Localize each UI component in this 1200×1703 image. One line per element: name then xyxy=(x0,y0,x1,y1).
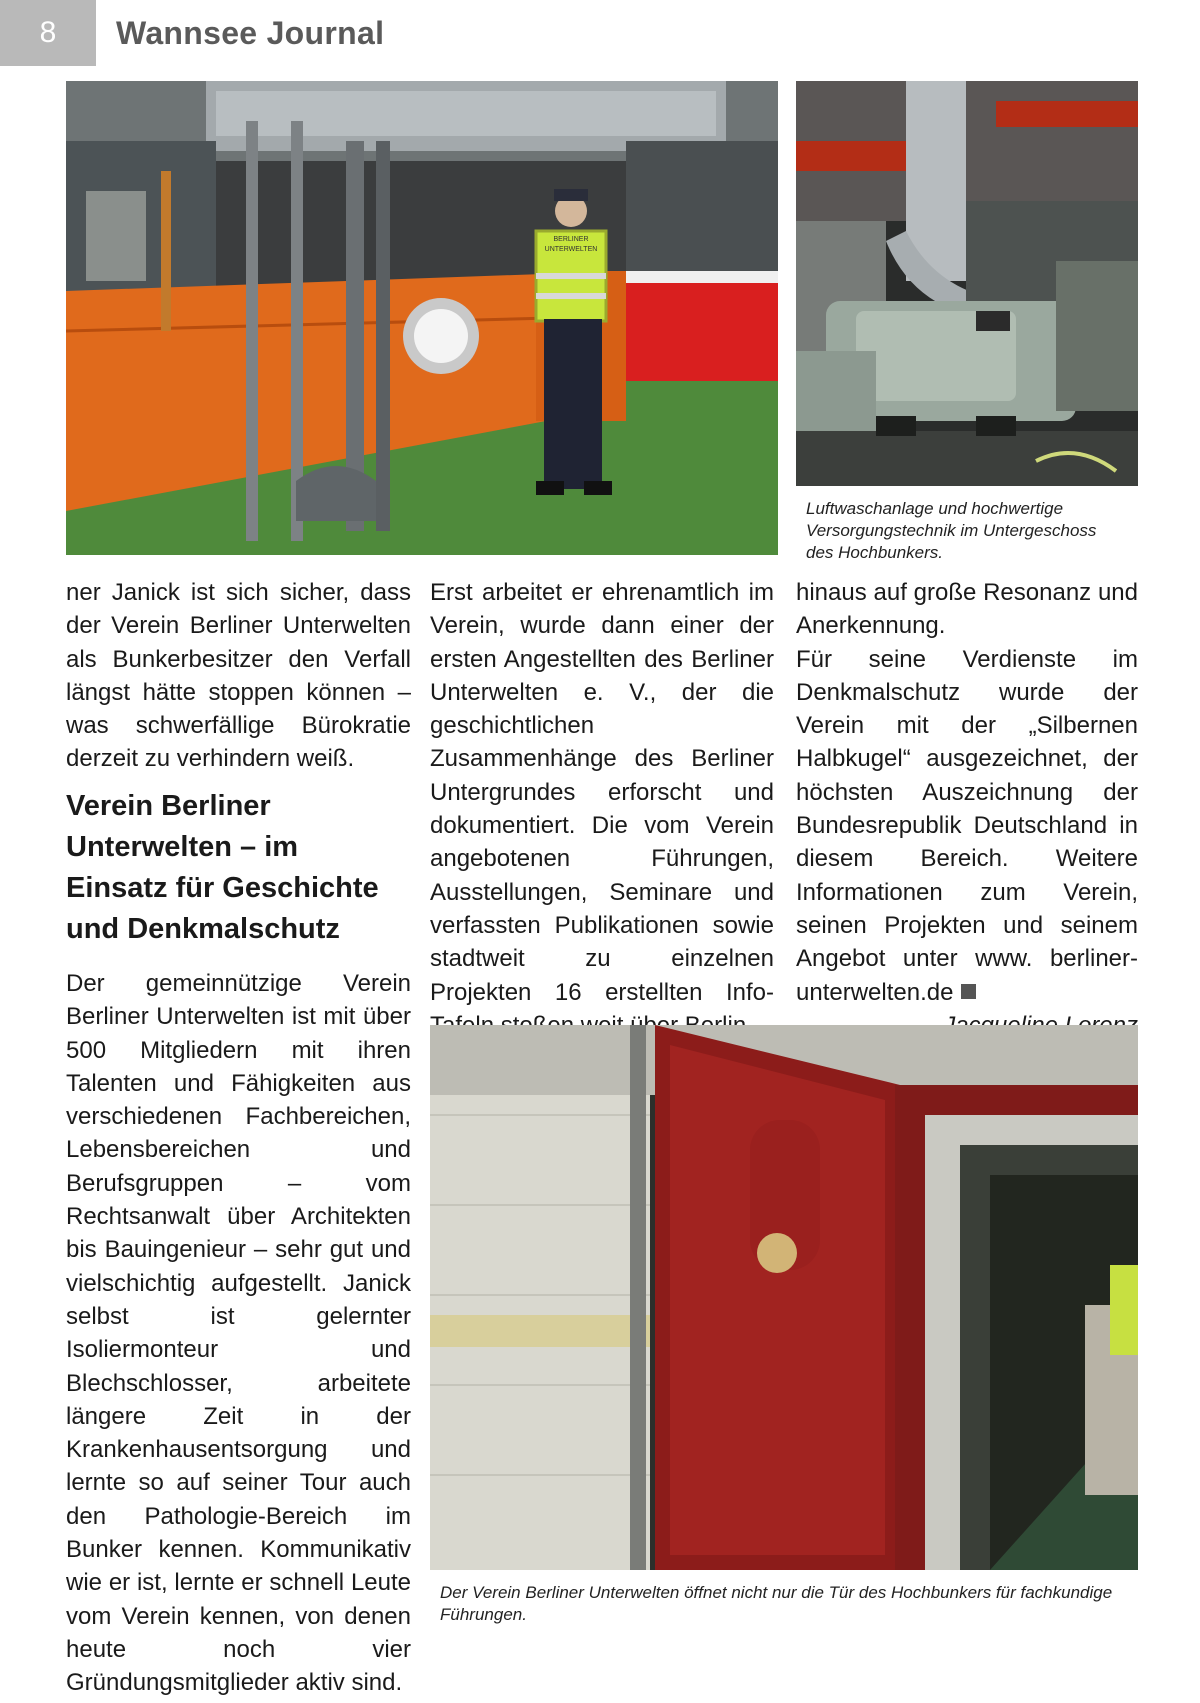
vest-text-1: BERLINER xyxy=(553,236,589,243)
journal-title: Wannsee Journal xyxy=(116,15,385,51)
article-col3 xyxy=(796,576,1138,1042)
article-col1-intro: ner Janick ist sich sicher, dass der Verein Berliner Unterwelten als Bunkerbesitzer den Verfall längst hätte stoppen können – was schwerfällige Bürokratie derzeit zu verhindern weiß. xyxy=(66,579,411,773)
article-col3-para-b-text: Für seine Verdienste im Denkmalschutz wurde der Verein mit der „Silbernen Halbkugel“ ausgezeichnet, der höchsten Auszeichnung der Bundesrepublik Deutschland in diesem Bereich. Weitere Informationen zum Verein, seinen Projekten und seinem Angebot unter www. berliner-unterwelten.de xyxy=(796,645,1138,1006)
end-of-article-marker xyxy=(961,984,976,999)
photo-bunker-door xyxy=(430,1025,1138,1570)
photo-generator-room xyxy=(796,81,1138,486)
generator-photo-caption: Luftwaschanlage und hochwertige Versorgungstechnik im Untergeschoss des Hochbunkers. xyxy=(806,499,1097,562)
photo-air-washer-room xyxy=(66,81,778,555)
page-number: 8 xyxy=(0,0,96,66)
door-photo-caption: Der Verein Berliner Unterwelten öffnet nicht nur die Tür des Hochbunkers für fachkundige Führungen. xyxy=(440,1583,1113,1624)
article-col3-para-a: hinaus auf große Resonanz und Anerkennung. xyxy=(796,579,1138,640)
section-heading: Verein Berliner Unterwelten – im Einsatz für Geschichte und Denkmalschutz xyxy=(66,790,379,945)
article-col2: Erst arbeitet er ehrenamtlich im Verein, wurde dann einer der ersten Angestellten des Berliner Unterwelten e. V., der die geschichtlichen Zusammenhänge des Berliner Untergrundes erforscht und dokumentiert. Die vom Verein angebotenen Führungen, Ausstellungen, Seminare und verfassten Publikationen sowie stadtweit zu einzelnen Projekten 16 erstellten Info- xyxy=(430,579,774,1006)
vest-text-2: UNTERWELTEN xyxy=(544,246,598,253)
article-col3-para-b xyxy=(796,643,1138,1009)
article-col1-body: Der gemeinnützige Verein Berliner Unterwelten ist mit über 500 Mitgliedern mit ihren Talenten und Fähigkeiten aus verschiedenen Fachbereichen, Lebensbereichen und Berufsgruppen – vom Rechtsanwalt über Architekten bis Bauingenieur – sehr gut und vielschichtig aufgestellt. Janick selbst ist gelernter Isoliermonteur und Blechschlosser, arbeitete längere Zeit in der Krankenhausentsorgung und lernte so auf seiner Tour auch den Pathologie-Bereich im Bunker kennen. Kommunikativ wie er ist, lernte er schnell Leute vom Verein kennen, von denen heute noch vier Gründungsmitglieder aktiv sind. xyxy=(66,970,411,1697)
